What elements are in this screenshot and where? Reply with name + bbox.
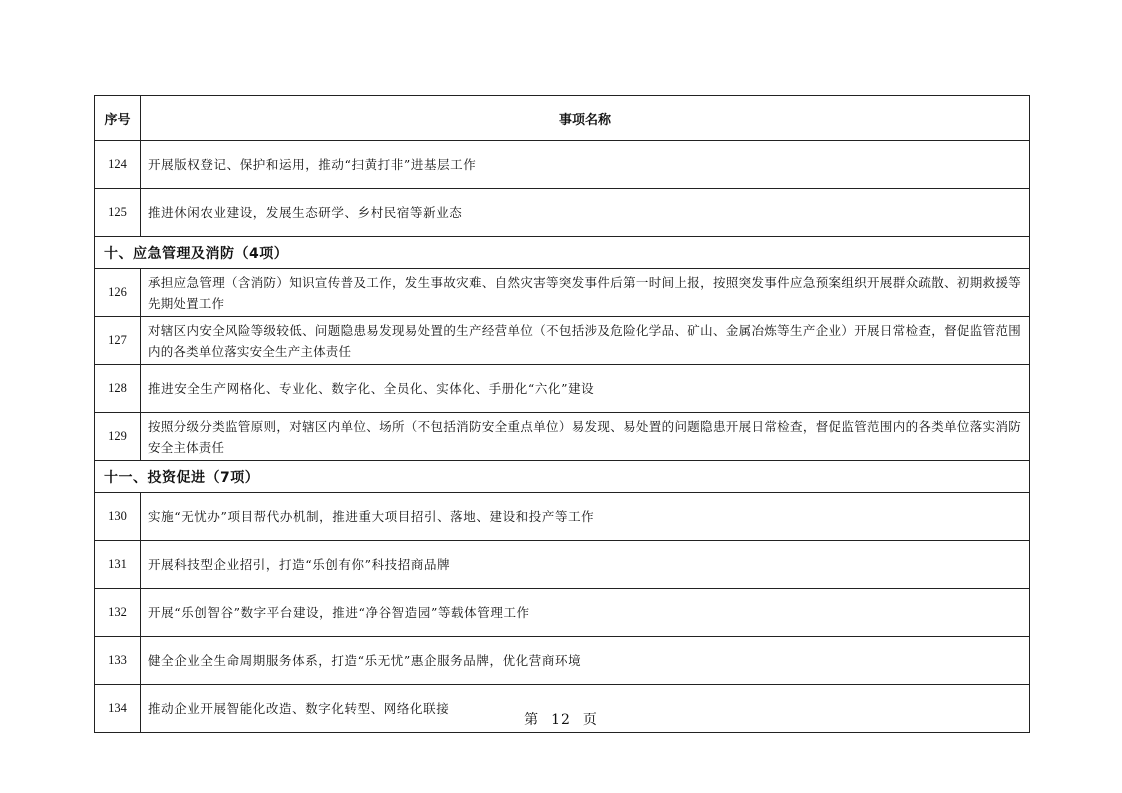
item-name: 推动企业开展智能化改造、数字化转型、网络化联接: [141, 685, 1030, 733]
table-row: [95, 317, 1030, 365]
item-number: 133: [95, 637, 141, 685]
table-row: [95, 141, 1030, 189]
item-number: 131: [95, 541, 141, 589]
header-no: 序号: [95, 96, 141, 141]
table-row: [95, 493, 1030, 541]
item-name: 推进安全生产网格化、专业化、数字化、全员化、实体化、手册化“六化”建设: [141, 365, 1030, 413]
header-name: 事项名称: [141, 96, 1030, 141]
table-header-row: [95, 96, 1030, 141]
item-name: 开展科技型企业招引，打造“乐创有你”科技招商品牌: [141, 541, 1030, 589]
item-name: 开展版权登记、保护和运用，推动“扫黄打非”进基层工作: [141, 141, 1030, 189]
item-name: 健全企业全生命周期服务体系，打造“乐无忧”惠企服务品牌，优化营商环境: [141, 637, 1030, 685]
item-number: 124: [95, 141, 141, 189]
section-title: 十、应急管理及消防（4项）: [95, 237, 1030, 269]
page-suffix: 页: [582, 712, 598, 728]
page-footer: [0, 709, 1122, 729]
section-row: [95, 461, 1030, 493]
table-row: [95, 637, 1030, 685]
matters-table: [94, 95, 1030, 733]
item-number: 128: [95, 365, 141, 413]
item-name: 开展“乐创智谷”数字平台建设，推进“净谷智造园”等载体管理工作: [141, 589, 1030, 637]
item-number: 134: [95, 685, 141, 733]
item-number: 132: [95, 589, 141, 637]
item-name: 对辖区内安全风险等级较低、问题隐患易发现易处置的生产经营单位（不包括涉及危险化学品、矿山、金属冶炼等生产企业）开展日常检查，督促监管范围内的各类单位落实安全生产主体责任: [141, 317, 1030, 365]
item-number: 127: [95, 317, 141, 365]
item-name: 实施“无忧办”项目帮代办机制，推进重大项目招引、落地、建设和投产等工作: [141, 493, 1030, 541]
page-number: 12: [551, 712, 571, 728]
section-row: [95, 237, 1030, 269]
table-row: [95, 541, 1030, 589]
table-row: [95, 365, 1030, 413]
item-number: 126: [95, 269, 141, 317]
table-row: [95, 189, 1030, 237]
section-title: 十一、投资促进（7项）: [95, 461, 1030, 493]
page-prefix: 第: [524, 712, 540, 728]
item-name: 推进休闲农业建设，发展生态研学、乡村民宿等新业态: [141, 189, 1030, 237]
table-body: [95, 141, 1030, 733]
table-row: [95, 589, 1030, 637]
item-number: 125: [95, 189, 141, 237]
item-number: 129: [95, 413, 141, 461]
table-row: [95, 413, 1030, 461]
item-name: 按照分级分类监管原则，对辖区内单位、场所（不包括消防安全重点单位）易发现、易处置的问题隐患开展日常检查，督促监管范围内的各类单位落实消防安全主体责任: [141, 413, 1030, 461]
item-name: 承担应急管理（含消防）知识宣传普及工作，发生事故灾难、自然灾害等突发事件后第一时间上报，按照突发事件应急预案组织开展群众疏散、初期救援等先期处置工作: [141, 269, 1030, 317]
table-row: [95, 269, 1030, 317]
item-number: 130: [95, 493, 141, 541]
